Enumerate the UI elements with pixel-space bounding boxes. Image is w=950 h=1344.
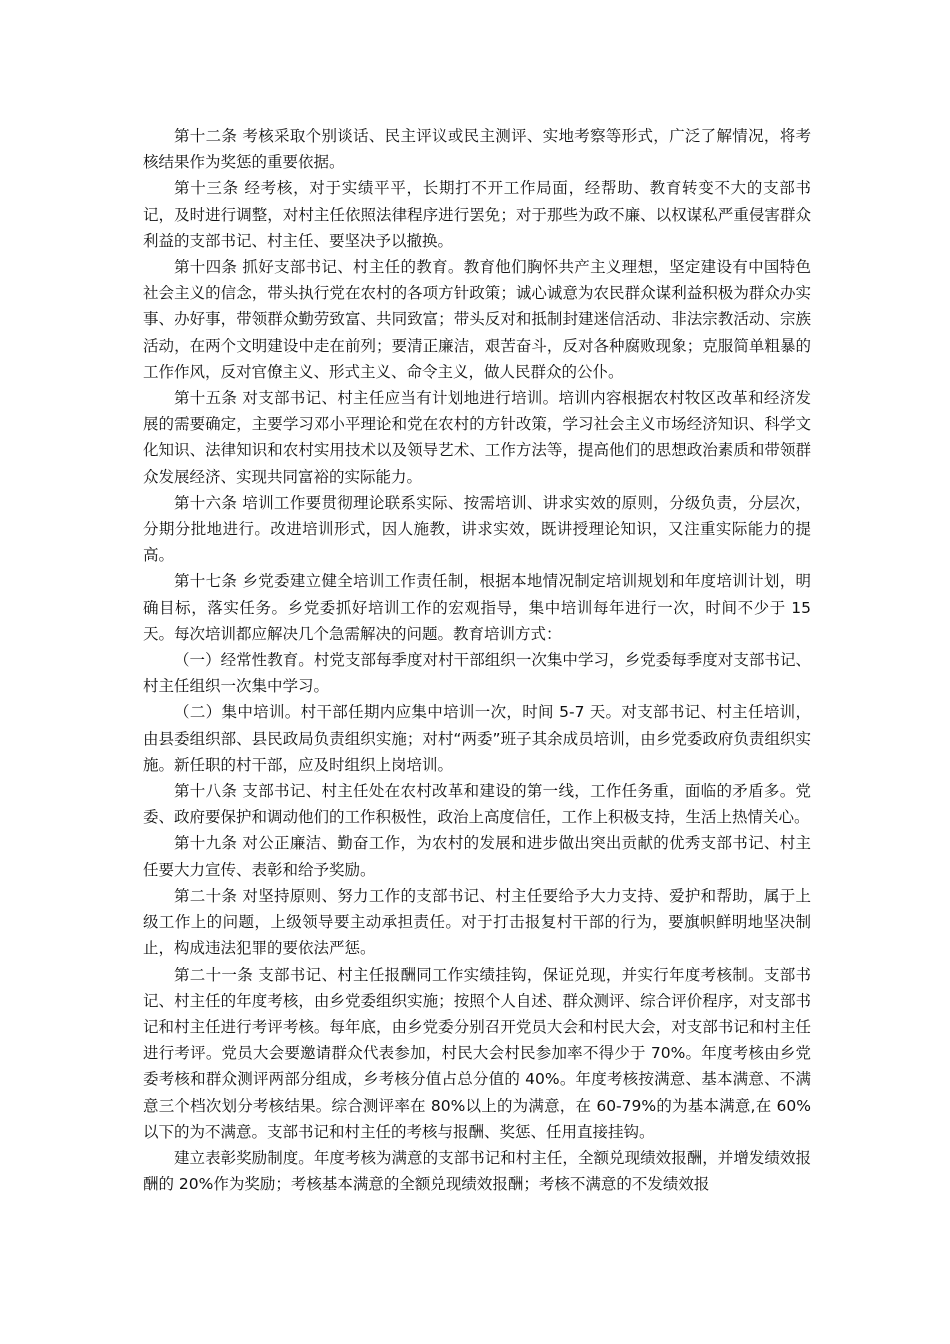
paragraph-article-19: 第十九条 对公正廉洁、勤奋工作，为农村的发展和进步做出突出贡献的优秀支部书记、村主任要大力宣传、表彰和给予奖励。 [143, 834, 811, 879]
paragraph-article-18: 第十八条 支部书记、村主任处在农村改革和建设的第一线，工作任务重，面临的矛盾多。党委、政府要保护和调动他们的工作积极性，政治上高度信任，工作上积极支持，生活上热情关心。 [143, 782, 811, 827]
paragraph-reward-system: 建立表彰奖励制度。年度考核为满意的支部书记和村主任，全额兑现绩效报酬，并增发绩效报酬的 20%作为奖励；考核基本满意的全额兑现绩效报酬；考核不满意的不发绩效报 [143, 1148, 811, 1194]
paragraph-article-20: 第二十条 对坚持原则、努力工作的支部书记、村主任要给予大力支持、爱护和帮助，属于上级工作上的问题，上级领导要主动承担责任。对于打击报复村干部的行为，要旗帜鲜明地坚决制止，构成违法犯罪的要依法严惩。 [143, 886, 811, 958]
paragraph-item-1: （一）经常性教育。村党支部每季度对村干部组织一次集中学习，乡党委每季度对支部书记、村主任组织一次集中学习。 [143, 651, 811, 696]
paragraph-article-21: 第二十一条 支部书记、村主任报酬同工作实绩挂钩，保证兑现，并实行年度考核制。支部书记、村主任的年度考核，由乡党委组织实施；按照个人自述、群众测评、综合评价程序，对支部书记和村主任进行考评考核。每年底，由乡党委分别召开党员大会和村民大会，对支部书记和村主任进行考评。党员大会要邀请群众代表参加，村民大会村民参加率不得少于 70%。年度考核由乡党委考核和群众测评两部分组成，乡考核分值占总分值的 40%。年度考核按满意、基本满意、不满意三个档次划分考核结果。综合测评率在 80%以上的为满意，在 60-79%的为基本满意,在 60%以下的为不满意。支部书记和村主任的考核与报酬、奖惩、任用直接挂钩。 [143, 965, 811, 1141]
paragraph-article-15: 第十五条 对支部书记、村主任应当有计划地进行培训。培训内容根据农村牧区改革和经济发展的需要确定，主要学习邓小平理论和党在农村的方针改策，学习社会主义市场经济知识、科学文化知识、法律知识和农村实用技术以及领导艺术、工作方法等，提高他们的思想政治素质和带领群众发展经济、实现共同富裕的实际能力。 [143, 389, 811, 486]
paragraph-article-16: 第十六条 培训工作要贯彻理论联系实际、按需培训、讲求实效的原则，分级负责，分层次，分期分批地进行。改进培训形式，因人施教，讲求实效，既讲授理论知识，又注重实际能力的提高。 [143, 493, 811, 565]
paragraph-article-14: 第十四条 抓好支部书记、村主任的教育。教育他们胸怀共产主义理想，坚定建设有中国特色社会主义的信念，带头执行党在农村的各项方针政策；诚心诚意为农民群众谋利益积极为群众办实事、办好事，带领群众勤劳致富、共同致富；带头反对和抵制封建迷信活动、非法宗教活动、宗族活动，在两个文明建设中走在前列；要清正廉洁，艰苦奋斗，反对各种腐败现象；克服简单粗暴的工作作风，反对官僚主义、形式主义、命令主义，做人民群众的公仆。 [143, 258, 811, 381]
paragraph-article-17: 第十七条 乡党委建立健全培训工作责任制，根据本地情况制定培训规划和年度培训计划，明确目标，落实任务。乡党委抓好培训工作的宏观指导，集中培训每年进行一次，时间不少于 15 天。每次培训都应解决几个急需解决的问题。教育培训方式： [143, 572, 811, 643]
paragraph-article-13: 第十三条 经考核，对于实绩平平，长期打不开工作局面，经帮助、教育转变不大的支部书记，及时进行调整，对村主任依照法律程序进行罢免；对于那些为政不廉、以权谋私严重侵害群众利益的支部书记、村主任、要坚决予以撤换。 [143, 179, 811, 250]
paragraph-article-12: 第十二条 考核采取个别谈话、民主评议或民主测评、实地考察等形式，广泛了解情况，将考核结果作为奖惩的重要依据。 [143, 127, 811, 172]
paragraph-item-2: （二）集中培训。村干部任期内应集中培训一次，时间 5-7 天。对支部书记、村主任培训，由县委组织部、县民政局负责组织实施；对村“两委”班子其余成员培训，由乡党委政府负责组织实施。新任职的村干部，应及时组织上岗培训。 [143, 703, 811, 774]
document-body [143, 123, 811, 1197]
